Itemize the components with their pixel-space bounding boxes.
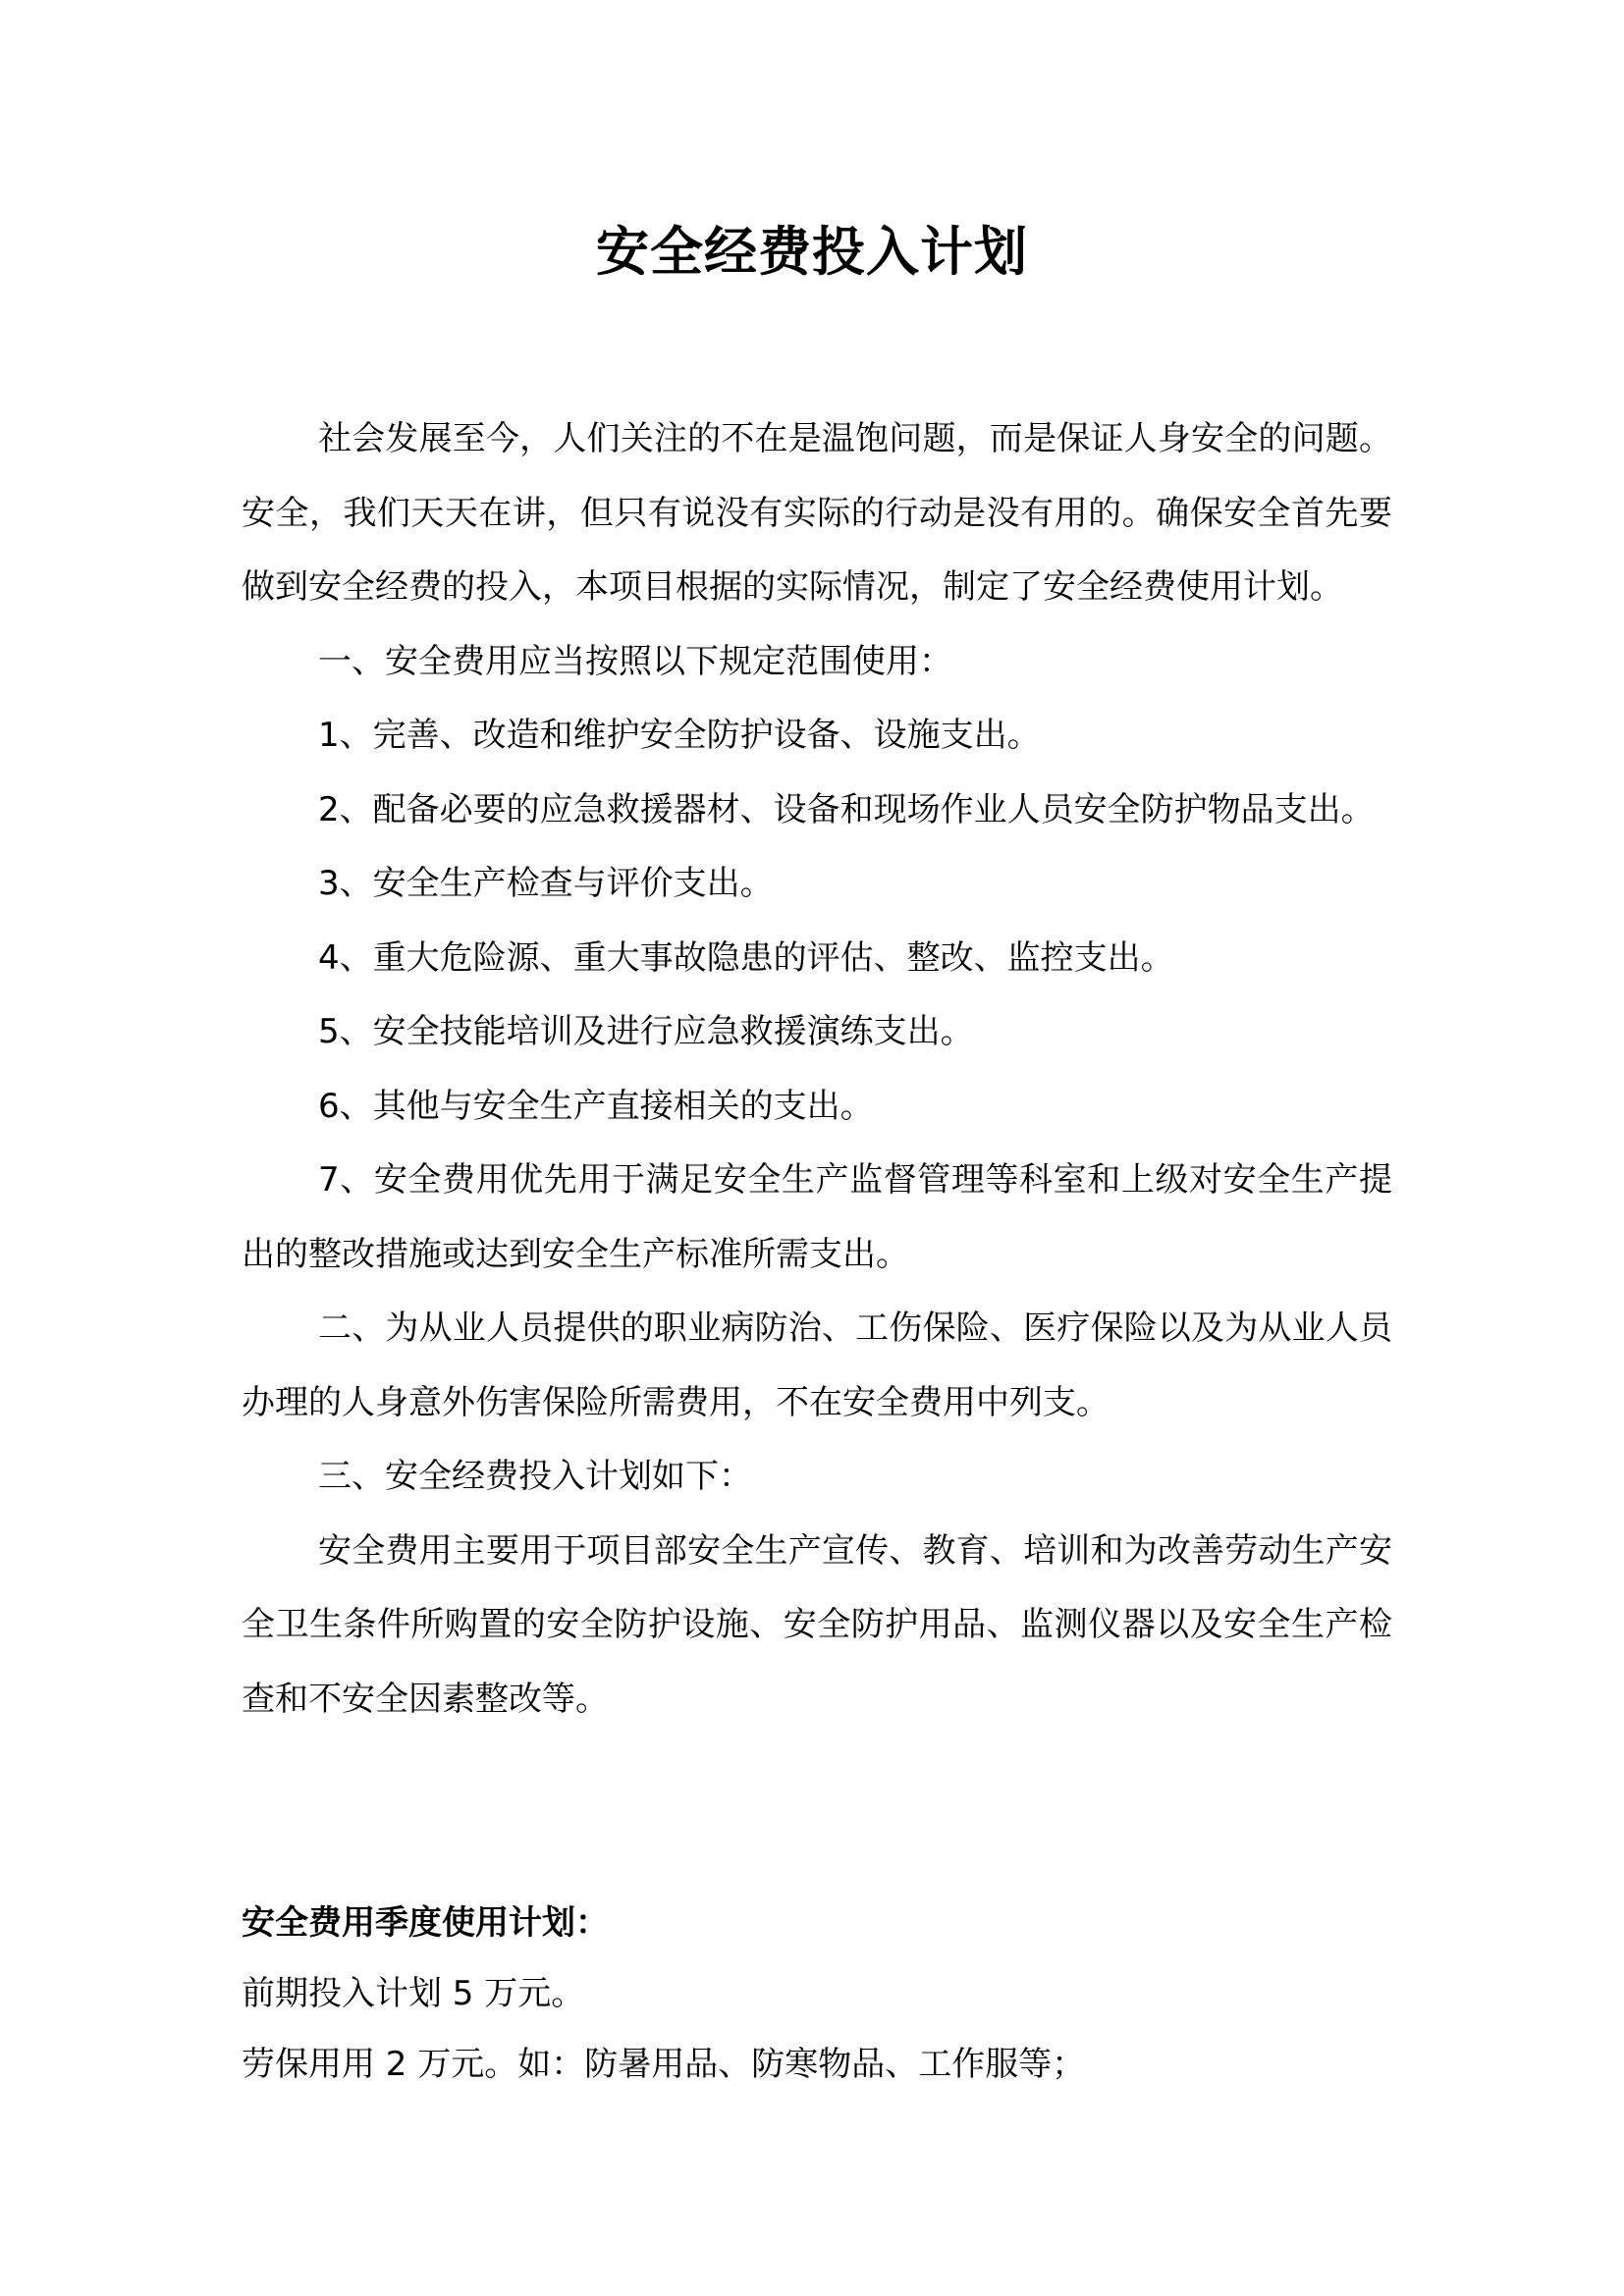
list-item: 6、其他与安全生产直接相关的支出。 — [318, 1086, 874, 1126]
quarterly-plan-heading: 安全费用季度使用计划： — [242, 1903, 609, 1943]
usage-paragraph: 安全费用主要用于项目部安全生产宣传、教育、培训和为改善劳动生产安全卫生条件所购置的安全防护设施、安全防护用品、监测仪器以及安全生产检查和不安全因素整改等。 — [242, 1530, 1392, 1719]
list-item: 5、安全技能培训及进行应急救援演练支出。 — [318, 1012, 974, 1051]
document-body — [242, 402, 1392, 1736]
list-item: 2、配备必要的应急救援器材、设备和现场作业人员安全防护物品支出。 — [318, 789, 1375, 829]
plan-line: 劳保用用 2 万元。如：防暑用品、防寒物品、工作服等； — [242, 2045, 1086, 2084]
section-heading-2: 二、为从业人员提供的职业病防治、工伤保险、医疗保险以及为从业人员办理的人身意外伤害保险所需费用，不在安全费用中列支。 — [242, 1308, 1392, 1422]
list-item: 4、重大危险源、重大事故隐患的评估、整改、监控支出。 — [318, 937, 1174, 978]
quarterly-plan — [242, 1888, 1392, 2100]
list-item: 7、安全费用优先用于满足安全生产监督管理等科室和上级对安全生产提出的整改措施或达到安全生产标准所需支出。 — [242, 1160, 1392, 1274]
list-item: 1、完善、改造和维护安全防护设备、设施支出。 — [318, 716, 1041, 755]
intro-paragraph: 社会发展至今，人们关注的不在是温饱问题，而是保证人身安全的问题。安全，我们天天在讲，但只有说没有实际的行动是没有用的。确保安全首先要做到安全经费的投入，本项目根据的实际情况，制定了安全经费使用计划。 — [242, 419, 1392, 607]
section-heading-3: 三、安全经费投入计划如下： — [318, 1457, 752, 1496]
plan-line: 前期投入计划 5 万元。 — [242, 1974, 585, 2013]
section-heading-1: 一、安全费用应当按照以下规定范围使用： — [318, 641, 952, 681]
list-item: 3、安全生产检查与评价支出。 — [318, 864, 774, 903]
document-title: 安全经费投入计划 — [596, 221, 1028, 283]
